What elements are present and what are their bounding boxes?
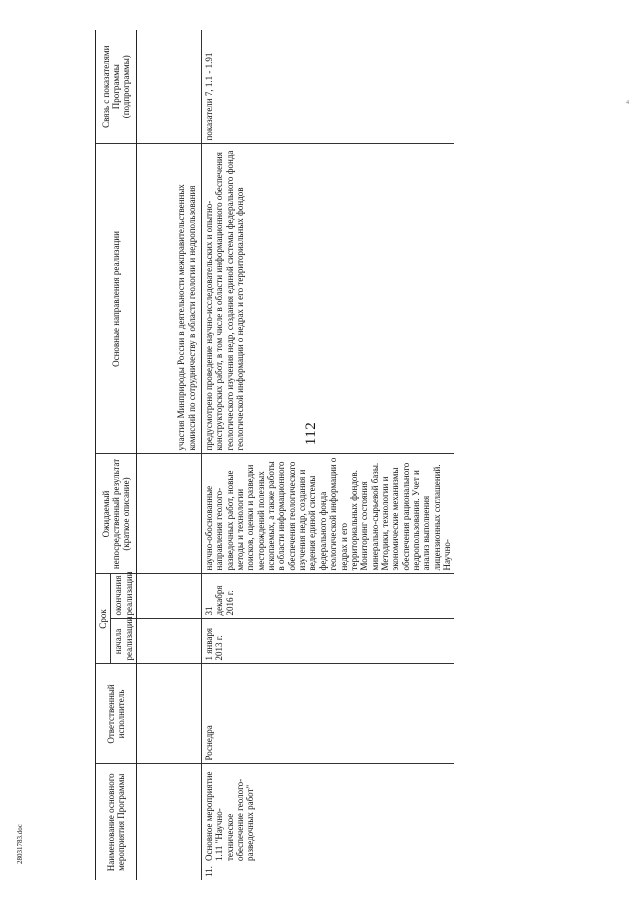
row-number: 11. [202,864,455,880]
header-executor: Ответственный исполнитель [96,664,137,764]
header-expected-result: Ожидаемый непосредственный результат (краткое описание) [96,454,137,574]
carryover-row [137,30,202,880]
header-activity-name: Наименование основного мероприятия Программы [96,764,137,880]
document-id: 28031783.doc [16,824,24,864]
header-main-directions: Основные направления реализации [96,144,137,454]
table-row [202,30,455,880]
page-number: 112 [303,421,320,446]
program-activities-table [95,30,454,880]
activity-name: Основное мероприятие 1.11 "Научно-техническое обеспечение геолого-разведочных работ" [202,764,455,864]
header-term-start: начала реализации [111,619,137,664]
expected-result-cell: научно-обоснованные направления геолого-разведочных работ, новые методы и технологии поисков, оценки и разведки месторождений полезных ископаемых, а также работы в области информационного обеспечения геологического изучения недр, создания и ведения единой системы федерального фонда геологической информации о недрах и его территориальных фондов. Мониторинг состояния минерально-сырьевой базы. Методики, технологии и экономические механизмы обеспечения рационального недропользования. Учет и анализ выполнения лицензионных соглашений. Научно- [202,454,455,574]
program-link-cell: показатели 7, 1.1 - 1.91 [202,30,455,144]
edge-mark: 4 [626,100,629,106]
header-term: Срок [96,574,111,664]
term-end-cell: 31 декабря 2016 г. [202,574,455,619]
header-term-end: окончания реализации [111,574,137,619]
term-start-cell: 1 января 2013 г. [202,619,455,664]
header-program-link: Связь с показателями Программы (подпрограммы) [96,30,137,144]
carryover-directions: участия Минприроды России в деятельности межправительственных комиссий по сотрудничеству в области геологии и недропользования [137,144,202,454]
executor-cell: Роснедра [202,664,455,764]
main-directions-cell: предусмотрено проведение научно-исследовательских и опытно-конструкторских работ, в том числе в области информационного обеспечения геологического изучения недр, создания единой системы федерального фонда геологической информации о недрах и его территориальных фондов [202,144,455,454]
program-table-sheet [95,30,555,880]
